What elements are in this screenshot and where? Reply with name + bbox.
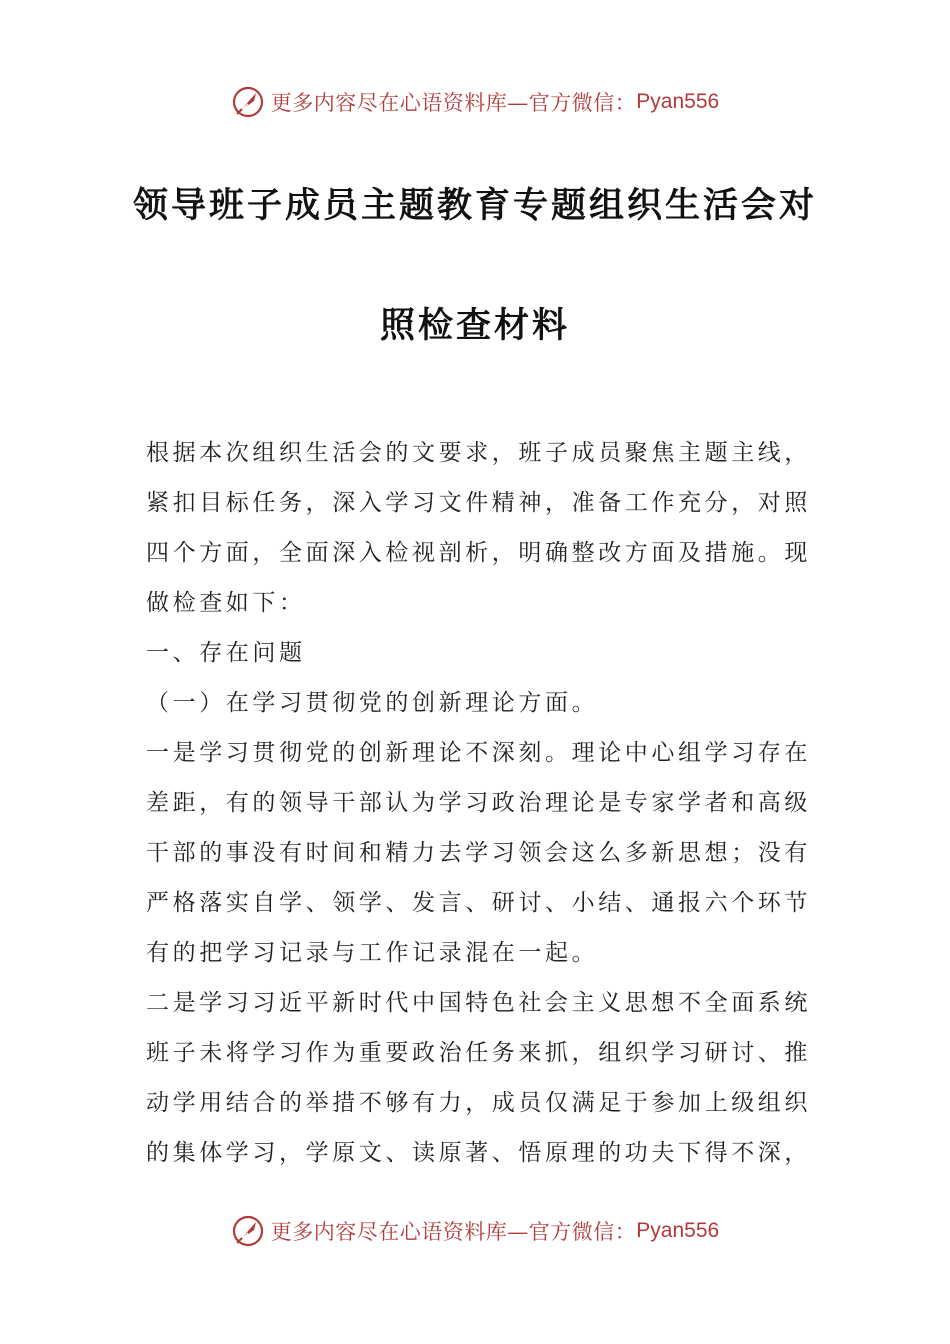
quill-pen-icon	[231, 1214, 265, 1248]
watermark-wechat-id: Pyan556	[636, 1219, 720, 1242]
header-watermark	[0, 82, 950, 122]
body-line: 二是学习习近平新时代中国特色社会主义思想不全面系统	[146, 990, 811, 1016]
watermark-text: 更多内容尽在心语资料库—官方微信：	[270, 91, 637, 115]
body-line: 做检查如下：	[146, 590, 306, 616]
body-line: 紧扣目标任务，深入学习文件精神，准备工作充分，对照	[146, 490, 811, 516]
section-heading: 一、存在问题	[146, 640, 306, 666]
watermark-text: 更多内容尽在心语资料库—官方微信：	[270, 1220, 637, 1244]
body-line: 严格落实自学、领学、发言、研讨、小结、通报六个环节	[146, 890, 811, 916]
body-line: 动学用结合的举措不够有力，成员仅满足于参加上级组织	[146, 1090, 811, 1116]
body-line: 有的把学习记录与工作记录混在一起。	[146, 940, 599, 966]
footer-watermark	[0, 1211, 950, 1251]
body-line: 班子未将学习作为重要政治任务来抓，组织学习研讨、推	[146, 1040, 811, 1066]
body-line: 四个方面，全面深入检视剖析，明确整改方面及措施。现	[146, 540, 811, 566]
document-body	[146, 428, 810, 1178]
watermark-wechat-id: Pyan556	[636, 90, 720, 113]
body-line: 干部的事没有时间和精力去学习领会这么多新思想；没有	[146, 840, 811, 866]
page-title-line-2: 照检查材料	[379, 306, 570, 346]
body-line: 根据本次组织生活会的文要求，班子成员聚焦主题主线，	[146, 440, 811, 466]
body-line: 的集体学习，学原文、读原著、悟原理的功夫下得不深，	[146, 1140, 811, 1166]
subsection-heading: （一）在学习贯彻党的创新理论方面。	[146, 690, 599, 716]
body-line: 一是学习贯彻党的创新理论不深刻。理论中心组学习存在	[146, 740, 811, 766]
quill-pen-icon	[231, 85, 265, 119]
page-title-line-1: 领导班子成员主题教育专题组织生活会对	[132, 186, 817, 226]
body-line: 差距，有的领导干部认为学习政治理论是专家学者和高级	[146, 790, 811, 816]
